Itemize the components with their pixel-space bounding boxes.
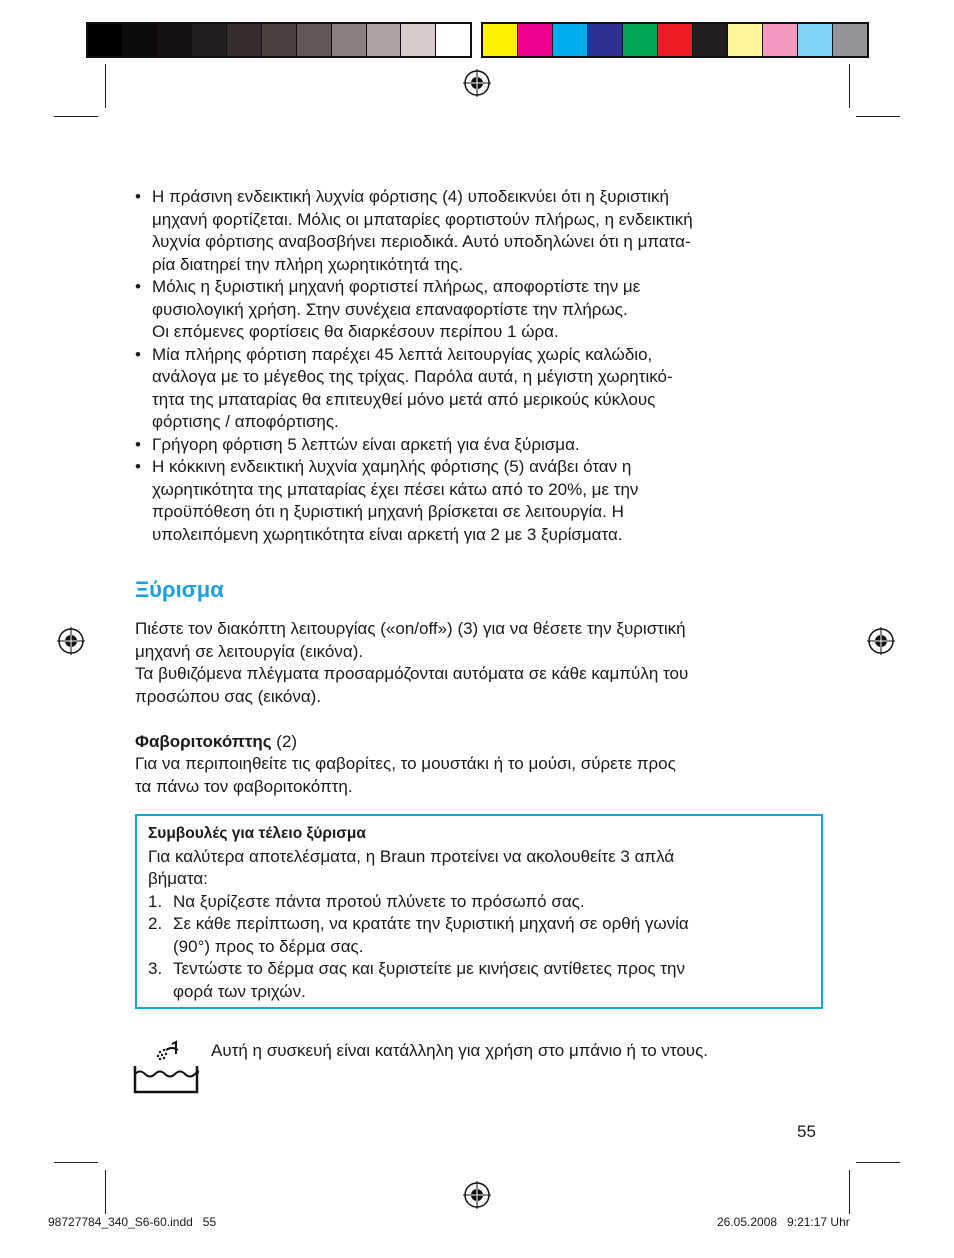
process-color-bar: [481, 22, 869, 58]
text-line: προϋπόθεση ότι η ξυριστική μηχανή βρίσκεται σε λειτουργία. Η: [152, 502, 624, 521]
trimmer-ref: (2): [271, 731, 298, 751]
text-line: • Μόλις η ξυριστική μηχανή φορτιστεί πλήρως, αποφορτίστε την με: [152, 277, 641, 296]
text-line: προσώπου σας (εικόνα).: [135, 686, 322, 706]
tip-number: 2.: [148, 914, 163, 933]
text-line: φόρτισης / αποφόρτισης.: [152, 412, 339, 431]
text-line: Για να περιποιηθείτε τις φαβορίτες, το μουστάκι ή το μούσι, σύρετε προς: [135, 754, 676, 773]
text-line: τα πάνω τον φαβοριτοκόπτη.: [135, 776, 353, 796]
color-swatch: [588, 24, 623, 56]
color-swatch: [798, 24, 833, 56]
color-swatch: [436, 24, 470, 56]
crop-mark-bottom-left-v: [105, 1170, 106, 1214]
text-line: Τεντώστε το δέρμα σας και ξυριστείτε με κινήσεις αντίθετες προς την: [173, 959, 685, 978]
footer-file-info: 98727784_340_S6-60.indd 55: [48, 1215, 217, 1229]
crop-mark-top-right-h: [856, 116, 900, 117]
text-line: υπολειπόμενη χωρητικότητα είναι αρκετή για 2 με 3 ξυρίσματα.: [152, 524, 623, 544]
text-line: Για καλύτερα αποτελέσματα, η Braun προτείνει να ακολουθείτε 3 απλά: [148, 846, 675, 866]
color-swatch: [262, 24, 297, 56]
trimmer-heading-line: [135, 731, 825, 754]
text-line: λυχνία φόρτισης αναβοσβήνει περιοδικά. Αυτό υποδηλώνει ότι η μπατα-: [152, 232, 691, 251]
bath-shower-icon: [132, 1040, 200, 1096]
bullet-item: [135, 434, 825, 457]
text-line: • Γρήγορη φόρτιση 5 λεπτών είναι αρκετή για ένα ξύρισμα.: [152, 434, 580, 454]
tips-title: Συμβουλές για τέλειο ξύρισμα: [148, 825, 366, 842]
section-heading-shaving: Ξύρισμα: [135, 577, 224, 602]
color-swatch: [297, 24, 332, 56]
text-line: χωρητικότητα της μπαταρίας έχει πέσει κάτω από το 20%, με την: [152, 479, 639, 499]
text-line: βήματα:: [148, 869, 208, 888]
color-swatch: [518, 24, 553, 56]
color-swatch: [158, 24, 193, 56]
tip-item: [148, 958, 810, 1003]
tip-number: 3.: [148, 959, 163, 978]
text-line: μηχανή σε λειτουργία (εικόνα).: [135, 641, 364, 661]
color-swatch: [332, 24, 367, 56]
text-line: τητα της μπαταρίας θα επιτευχθεί μόνο μετά από μερικούς κύκλους: [152, 389, 656, 409]
color-swatch: [401, 24, 436, 56]
color-swatch: [658, 24, 693, 56]
crop-mark-top-left-v: [105, 64, 106, 108]
registration-mark-icon: [463, 69, 491, 97]
tip-number: 1.: [148, 891, 163, 911]
text-line: Να ξυρίζεστε πάντα προτού πλύνετε το πρόσωπό σας.: [173, 891, 585, 911]
bath-suitability-note: Αυτή η συσκευή είναι κατάλληλη για χρήση στο μπάνιο ή το ντους.: [211, 1041, 709, 1060]
crop-mark-top-left-h: [54, 116, 98, 117]
crop-mark-top-right-v: [849, 64, 850, 108]
grayscale-color-bar: [86, 22, 472, 58]
registration-mark-icon: [57, 627, 85, 655]
crop-mark-bottom-right-v: [849, 1170, 850, 1214]
tip-item: [148, 891, 810, 914]
text-line: φυσιολογική χρήση. Στην συνέχεια επαναφορτίστε την πλήρως.: [152, 299, 628, 319]
color-swatch: [227, 24, 262, 56]
foil-paragraph: [135, 663, 825, 708]
color-swatch: [728, 24, 763, 56]
text-line: (90°) προς το δέρμα σας.: [173, 936, 364, 956]
text-line: • Μία πλήρης φόρτιση παρέχει 45 λεπτά λειτουργίας χωρίς καλώδιο,: [152, 344, 653, 364]
color-swatch: [763, 24, 798, 56]
text-line: Σε κάθε περίπτωση, να κρατάτε την ξυριστική μηχανή σε ορθή γωνία: [173, 914, 689, 933]
shaving-paragraph: [135, 618, 825, 663]
text-line: μηχανή φορτίζεται. Μόλις οι μπαταρίες φορτιστούν πλήρως, η ενδεικτική: [152, 209, 693, 229]
bullet-item: [135, 456, 825, 546]
text-line: ρία διατηρεί την πλήρη χωρητικότητά της.: [152, 254, 464, 274]
bullet-item: [135, 186, 825, 276]
text-line: Πιέστε τον διακόπτη λειτουργίας («on/off») (3) για να θέσετε την ξυριστική: [135, 619, 686, 638]
color-swatch: [367, 24, 402, 56]
crop-mark-bottom-right-h: [856, 1162, 900, 1163]
color-swatch: [88, 24, 123, 56]
tip-item: [148, 913, 810, 958]
footer-timestamp: 26.05.2008 9:21:17 Uhr: [717, 1215, 850, 1229]
registration-mark-icon: [867, 627, 895, 655]
registration-mark-icon: [463, 1181, 491, 1209]
color-swatch: [192, 24, 227, 56]
main-content: [135, 186, 825, 798]
text-line: • Η πράσινη ενδεικτική λυχνία φόρτισης (4) υποδεικνύει ότι η ξυριστική: [152, 187, 669, 206]
bullet-item: [135, 276, 825, 344]
color-swatch: [553, 24, 588, 56]
shaving-tips-box: [135, 814, 823, 1009]
charging-bullet-list: [135, 186, 825, 546]
text-line: • Η κόκκινη ενδεικτική λυχνία χαμηλής φόρτισης (5) ανάβει όταν η: [152, 457, 632, 476]
trimmer-paragraph: [135, 731, 825, 799]
tips-list: [148, 891, 810, 1004]
color-swatch: [693, 24, 728, 56]
text-line: ανάλογα με το μέγεθος της τρίχας. Παρόλα αυτά, η μέγιστη χωρητικό-: [152, 367, 673, 386]
color-swatch: [623, 24, 658, 56]
trimmer-heading: Φαβοριτοκόπτης: [135, 731, 272, 751]
color-swatch: [123, 24, 158, 56]
page-number: 55: [797, 1122, 816, 1141]
bullet-item: [135, 344, 825, 434]
text-line: Τα βυθιζόμενα πλέγματα προσαρμόζονται αυτόματα σε κάθε καμπύλη του: [135, 664, 689, 683]
text-line: Οι επόμενες φορτίσεις θα διαρκέσουν περίπου 1 ώρα.: [152, 322, 559, 341]
color-swatch: [483, 24, 518, 56]
text-line: φορά των τριχών.: [173, 981, 306, 1001]
color-swatch: [833, 24, 867, 56]
crop-mark-bottom-left-h: [54, 1162, 98, 1163]
